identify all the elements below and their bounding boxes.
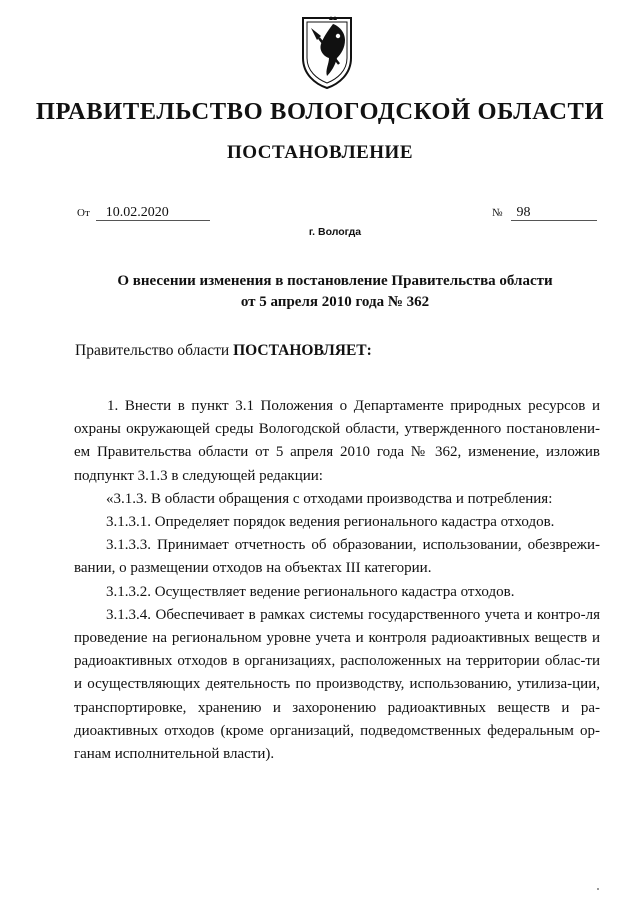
document-number: 98: [511, 206, 597, 221]
number-field: [492, 205, 597, 221]
paragraph-2: «3.1.3. В области обращения с отходами производства и потребления:: [106, 490, 553, 507]
vologda-coat-of-arms-icon: [299, 14, 355, 90]
resolves-line: [75, 342, 372, 360]
document-type: ПОСТАНОВЛЕНИЕ: [226, 142, 414, 163]
date-prefix: От: [77, 207, 90, 219]
heading-line-2: от 5 апреля 2010 года № 362: [240, 294, 430, 310]
document-date: 10.02.2020: [96, 206, 210, 221]
paragraph-1: 1. Внести в пункт 3.1 Положения о Департаменте природных ресурсов и охраны окружающей среды Вологодской области, утвержденного постановлени-ем Правительства области от 5 апреля 2010 года № 362, изменение, изложив подпункт 3.1.3 в следующей редакции:: [74, 398, 600, 484]
city: г. Вологда: [308, 226, 362, 238]
number-prefix: №: [492, 207, 503, 219]
resolves-verb: ПОСТАНОВЛЯЕТ:: [233, 342, 372, 359]
paragraph-6: 3.1.3.4. Обеспечивает в рамках системы государственного учета и контро-ля проведение на региональном уровне учета и контроля радиоактивных веществ и радиоактивных отходов в организациях, расположенных на территории облас-ти и осуществляющих деятельность по производству, использованию, утилиза-ции, транспортировке, хранению и захоронению радиоактивных веществ и ра-диоактивных отходов (кроме организаций, подведомственных федеральным ор-ганам исполнительной власти).: [74, 606, 600, 763]
document-body: [74, 395, 600, 766]
heading-line-1: О внесении изменения в постановление Правительства области: [117, 273, 553, 289]
page-mark: [597, 888, 599, 890]
paragraph-3: 3.1.3.1. Определяет порядок ведения регионального кадастра отходов.: [106, 514, 555, 531]
paragraph-5: 3.1.3.2. Осуществляет ведение регионального кадастра отходов.: [106, 583, 515, 600]
resolves-subject: Правительство области: [75, 342, 230, 359]
government-title: ПРАВИТЕЛЬСТВО ВОЛОГОДСКОЙ ОБЛАСТИ: [35, 98, 605, 125]
paragraph-4: 3.1.3.3. Принимает отчетность об образовании, использовании, обезврежи-вании, о размещении отходов на объектах III категории.: [74, 537, 600, 577]
date-field: [77, 205, 210, 221]
document-heading: [0, 271, 640, 313]
